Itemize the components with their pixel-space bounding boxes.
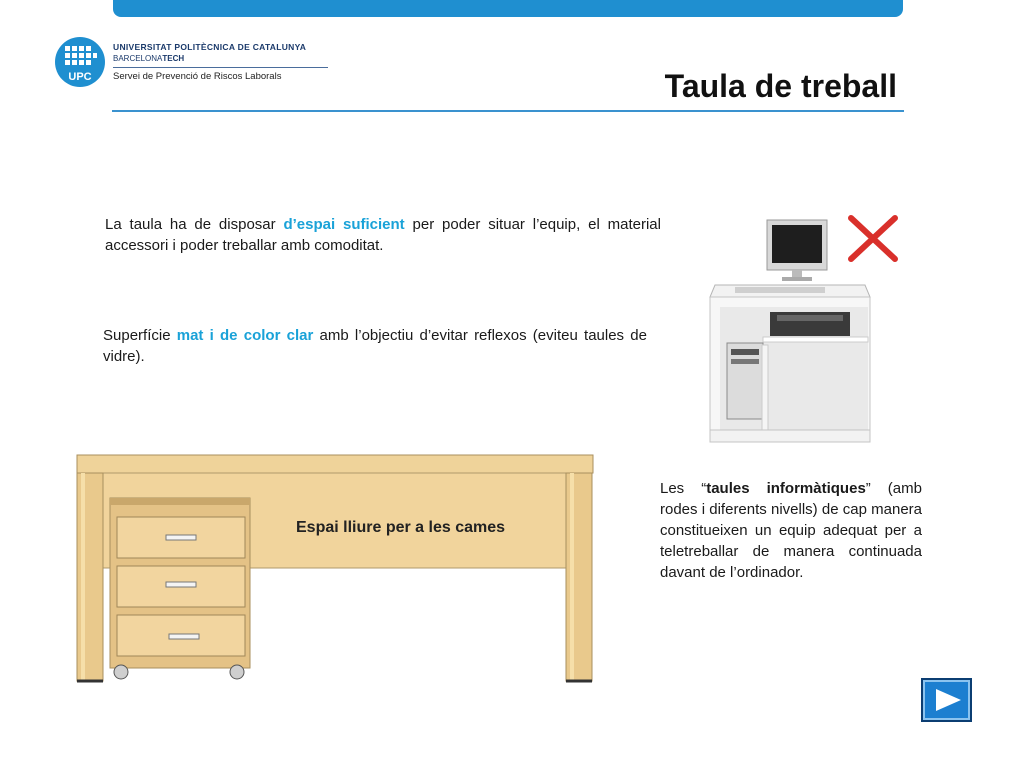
title-divider xyxy=(112,110,904,112)
upc-logo-icon xyxy=(55,37,105,87)
highlight-surface: mat i de color clar xyxy=(176,327,314,344)
paragraph-surface: Superfície mat i de color clar amb l’objectiu d’evitar reflexos (eviteu taules de vidre). xyxy=(103,327,647,365)
bold-computer-desks: taules informàtiques xyxy=(706,480,866,497)
university-name: UNIVERSITAT POLITÈCNICA DE CATALUNYA xyxy=(113,42,307,52)
university-subtitle: BARCELONATECH xyxy=(113,54,185,63)
header-divider xyxy=(113,67,328,68)
logo-text: UPC xyxy=(68,71,92,83)
page-title: Taula de treball xyxy=(664,68,897,104)
highlight-space: d’espai suficient xyxy=(283,216,405,233)
play-triangle-icon xyxy=(933,687,963,713)
top-accent-bar xyxy=(113,0,903,17)
university-header xyxy=(113,42,328,82)
department-name: Servei de Prevenció de Riscos Laborals xyxy=(113,71,282,82)
leg-space-label: Espai lliure per a les cames xyxy=(296,519,506,536)
desk-diagram xyxy=(75,453,595,685)
next-slide-button[interactable] xyxy=(921,678,972,722)
paragraph-space: La taula ha de disposar d’espai suficient per poder situar l’equip, el material accessori i poder treballar amb comoditat. xyxy=(105,216,661,254)
computer-desk-image xyxy=(705,215,875,445)
paragraph-computer-desks: Les “taules informàtiques” (amb rodes i diferents nivells) de cap manera constitueixen un equip adequat per a teletreballar de manera continuada davant de l’ordinador. xyxy=(660,480,922,581)
